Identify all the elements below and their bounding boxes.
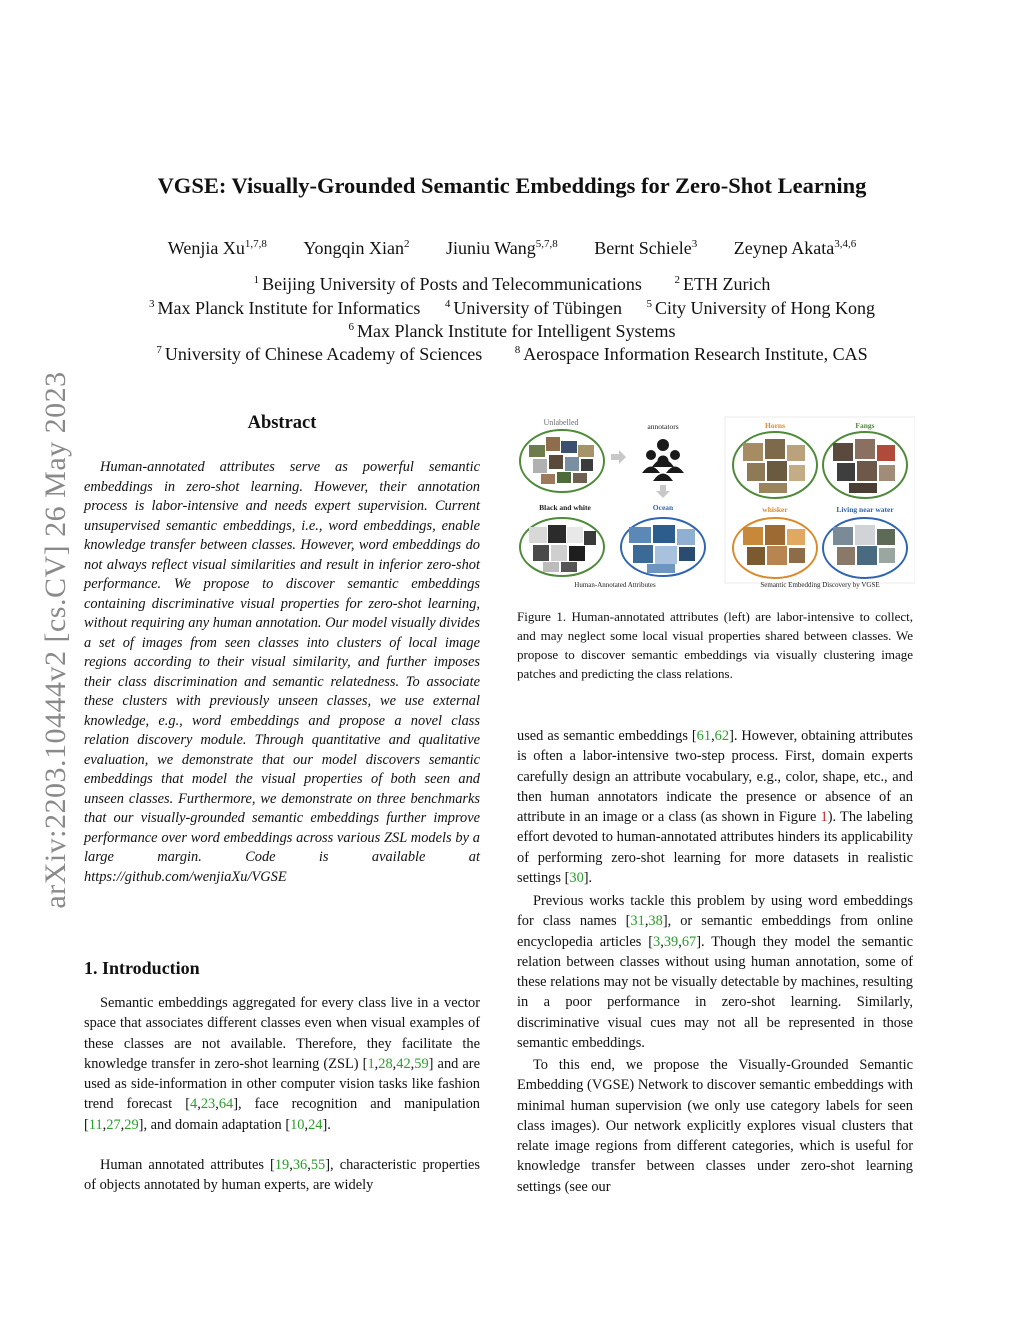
intro-paragraph: Semantic embeddings aggregated for every class live in a vector space that associates different classes even when visual examples of these classes are not available. Therefore, they facilitate the knowledge transfer in zero-shot learning (ZSL) [1,28,42,59] and are used as side-information in other computer vision tasks like fashion trend forecast [4,23,64], face recognition and manipulation [11,27,29], and domain adaptation [10,24]. — [84, 995, 480, 1133]
affiliation — [156, 344, 482, 365]
author — [168, 238, 267, 259]
affil-name: City University of Hong Kong — [655, 298, 876, 318]
citation-link[interactable]: 29 — [124, 1116, 139, 1133]
affil-number: 2 — [674, 274, 680, 286]
citation-separator: , — [644, 913, 649, 930]
citation-separator: , — [307, 1157, 311, 1173]
affiliation — [254, 274, 642, 295]
citation-separator: , — [410, 1055, 415, 1072]
citation-separator: , — [678, 933, 682, 950]
label-unlabelled: Unlabelled — [543, 418, 579, 427]
affil-number: 3 — [148, 298, 155, 310]
citation-link[interactable]: 27 — [106, 1116, 121, 1133]
citation-link[interactable]: 62 — [714, 728, 730, 744]
citation-link[interactable]: 3 — [653, 933, 661, 950]
affil-number: 8 — [514, 344, 521, 356]
citation-link[interactable]: 28 — [378, 1055, 393, 1072]
citation-link[interactable]: 55 — [310, 1157, 326, 1173]
affiliation-row — [0, 298, 1024, 319]
affil-name: University of Tübingen — [453, 298, 623, 318]
label-right-caption: Semantic Embedding Discovery by VGSE — [760, 581, 880, 589]
affil-name: Max Planck Institute for Informatics — [157, 298, 421, 318]
affil-number: 5 — [646, 298, 653, 310]
body-paragraph: Previous works tackle this problem by using word embeddings for class names [31,38], or semantic embeddings from online encyclopedia articles [3,39,67]. Though they model the semantic relation between classes without using human annotation, some of these relations may not be visually detectable by machines, resulting in a poor performance in zero-shot learning. Similarly, discriminative visual cues may not all be represented in those semantic embeddings. — [517, 893, 913, 1052]
citation-separator: , — [711, 728, 715, 744]
label-black-white: Black and white — [539, 503, 591, 512]
citation-separator: , — [289, 1157, 293, 1173]
citation-link[interactable]: 4 — [190, 1096, 198, 1113]
affil-name: University of Chinese Academy of Sciences — [164, 344, 483, 364]
author-affil-marks: 3,4,6 — [834, 238, 857, 250]
citation-link[interactable]: 59 — [414, 1055, 429, 1072]
citation-separator: , — [304, 1116, 309, 1133]
label-whisker: whisker — [762, 505, 788, 514]
body-paragraph: To this end, we propose the Visually-Grounded Semantic Embedding (VGSE) Network to discover semantic embeddings with minimal human supervision (we only use category labels for seen class images). Our network explicitly explores visual clusters that relate image regions from different categories, which is useful for knowledge transfer between classes under zero-shot learning settings (see our — [517, 1057, 913, 1195]
author-name: Zeynep Akata — [733, 238, 835, 258]
label-ocean: Ocean — [652, 503, 674, 512]
citation-separator: , — [197, 1096, 201, 1113]
author — [446, 238, 558, 259]
figure-ref-link[interactable]: 1 — [820, 809, 828, 826]
citation-link[interactable]: 1 — [367, 1055, 375, 1072]
affil-name: ETH Zurich — [682, 274, 771, 294]
citation-link[interactable]: 23 — [200, 1096, 216, 1113]
citation-separator: , — [374, 1055, 379, 1072]
affiliation-row — [0, 274, 1024, 295]
abstract-heading: Abstract — [247, 413, 317, 433]
author-affil-marks: 1,7,8 — [244, 238, 267, 250]
citation-link[interactable]: 38 — [648, 913, 663, 930]
citation-link[interactable]: 10 — [290, 1116, 305, 1133]
arxiv-id: arXiv:2203.10444v2 [cs.CV] 26 May 2023 — [39, 371, 72, 909]
paper-title: VGSE: Visually-Grounded Semantic Embeddings for Zero-Shot Learning — [157, 173, 867, 198]
label-living-near-water: Living near water — [836, 505, 894, 514]
body-paragraph: used as semantic embeddings [61,62]. However, obtaining attributes is often a labor-intensive two-step process. First, domain experts carefully design an attribute vocabulary, e.g., color, shape, etc., and then human annotators indicate the presence or absence of an attribute in an image or a class (as shown in Figure 1). The labeling effort devoted to human-annotated attributes hinders its applicability of performing zero-shot learning for more datasets in realistic settings [30]. — [517, 728, 913, 887]
citation-link[interactable]: 31 — [630, 913, 645, 930]
citation-link[interactable]: 64 — [218, 1096, 234, 1113]
affiliation-row — [0, 344, 1024, 365]
citation-link[interactable]: 39 — [663, 933, 679, 950]
affil-name: Aerospace Information Research Institute, CAS — [523, 344, 868, 364]
author-name: Bernt Schiele — [594, 238, 692, 258]
author — [594, 238, 697, 259]
affil-number: 1 — [253, 274, 260, 286]
citation-separator: , — [215, 1096, 219, 1113]
label-fangs: Fangs — [855, 421, 875, 430]
citation-separator: , — [392, 1055, 397, 1072]
author-name: Wenjia Xu — [167, 238, 245, 258]
citation-separator: , — [102, 1116, 107, 1133]
affil-number: 4 — [444, 298, 451, 310]
citation-separator: , — [120, 1116, 125, 1133]
author-affil-marks: 5,7,8 — [535, 238, 558, 250]
citation-separator: , — [660, 933, 664, 950]
citation-link[interactable]: 30 — [569, 870, 584, 887]
affiliation-row — [0, 321, 1024, 342]
label-horns: Horns — [764, 421, 786, 430]
affiliation — [349, 321, 676, 342]
affil-name: Max Planck Institute for Intelligent Systems — [357, 321, 676, 341]
author-name: Jiuniu Wang — [446, 238, 536, 258]
abstract-text: Human-annotated attributes serve as powerful semantic embeddings in zero-shot learning. However, their annotation process is labor-intensive and needs expert supervision. Current unsupervised semantic embeddings, i.e., word embeddings, enable knowledge transfer between classes. However, word embeddings do not always reflect visual similarities and result in inferior zero-shot performance. We propose to discover semantic embeddings containing discriminative visual properties for zero-shot learning, without requiring any human annotation. Our model visually divides a set of images from seen classes into clusters of local image regions according to their visual similarity, and further imposes their class discrimination and semantic relatedness. To associate these clusters with previously unseen classes, we use external knowledge, e.g., word embeddings and propose a novel class relation discovery module. Through quantitative and qualitative evaluation, we demonstrate that our model discovers semantic embeddings that model the visual properties of both seen and unseen classes. Furthermore, we demonstrate on three benchmarks that our visually-grounded semantic embeddings further improve performance over word embeddings across various ZSL models by a large margin. Code is available at https://github.com/wenjiaXu/VGSE — [84, 459, 480, 885]
author — [303, 238, 409, 259]
affiliation — [149, 298, 420, 319]
affiliation — [515, 344, 868, 365]
citation-link[interactable]: 42 — [396, 1055, 411, 1072]
author-affil-marks: 3 — [691, 238, 698, 250]
section-heading: 1. Introduction — [84, 958, 200, 978]
arxiv-stamp — [32, 345, 80, 935]
affil-number: 6 — [348, 321, 355, 333]
citation-link[interactable]: 67 — [681, 933, 697, 950]
figure-1 — [515, 415, 915, 593]
citation-link[interactable]: 19 — [274, 1157, 290, 1173]
citation-link[interactable]: 36 — [292, 1157, 308, 1173]
author — [734, 238, 856, 259]
citation-link[interactable]: 61 — [696, 728, 712, 744]
affil-name: Beijing University of Posts and Telecommunications — [262, 274, 642, 294]
citation-link[interactable]: 24 — [308, 1116, 323, 1133]
intro-paragraph: Human annotated attributes [19,36,55], characteristic properties of objects annotated by human experts, are widely — [84, 1157, 480, 1194]
label-left-caption: Human-Annotated Attributes — [574, 581, 656, 589]
figure-caption: Figure 1. Human-annotated attributes (left) are labor-intensive to collect, and may neglect some local visual properties shared between classes. We propose to discover semantic embeddings via visually clustering image patches and predicting the class relations. — [517, 609, 913, 681]
citation-link[interactable]: 11 — [88, 1116, 103, 1133]
author-name: Yongqin Xian — [303, 238, 405, 258]
author-affil-marks: 2 — [404, 238, 410, 250]
affil-number: 7 — [156, 344, 162, 356]
affiliation — [647, 298, 876, 319]
author-list — [0, 238, 1024, 259]
affiliation — [674, 274, 770, 295]
affiliation — [445, 298, 622, 319]
label-annotators: annotators — [647, 422, 679, 431]
